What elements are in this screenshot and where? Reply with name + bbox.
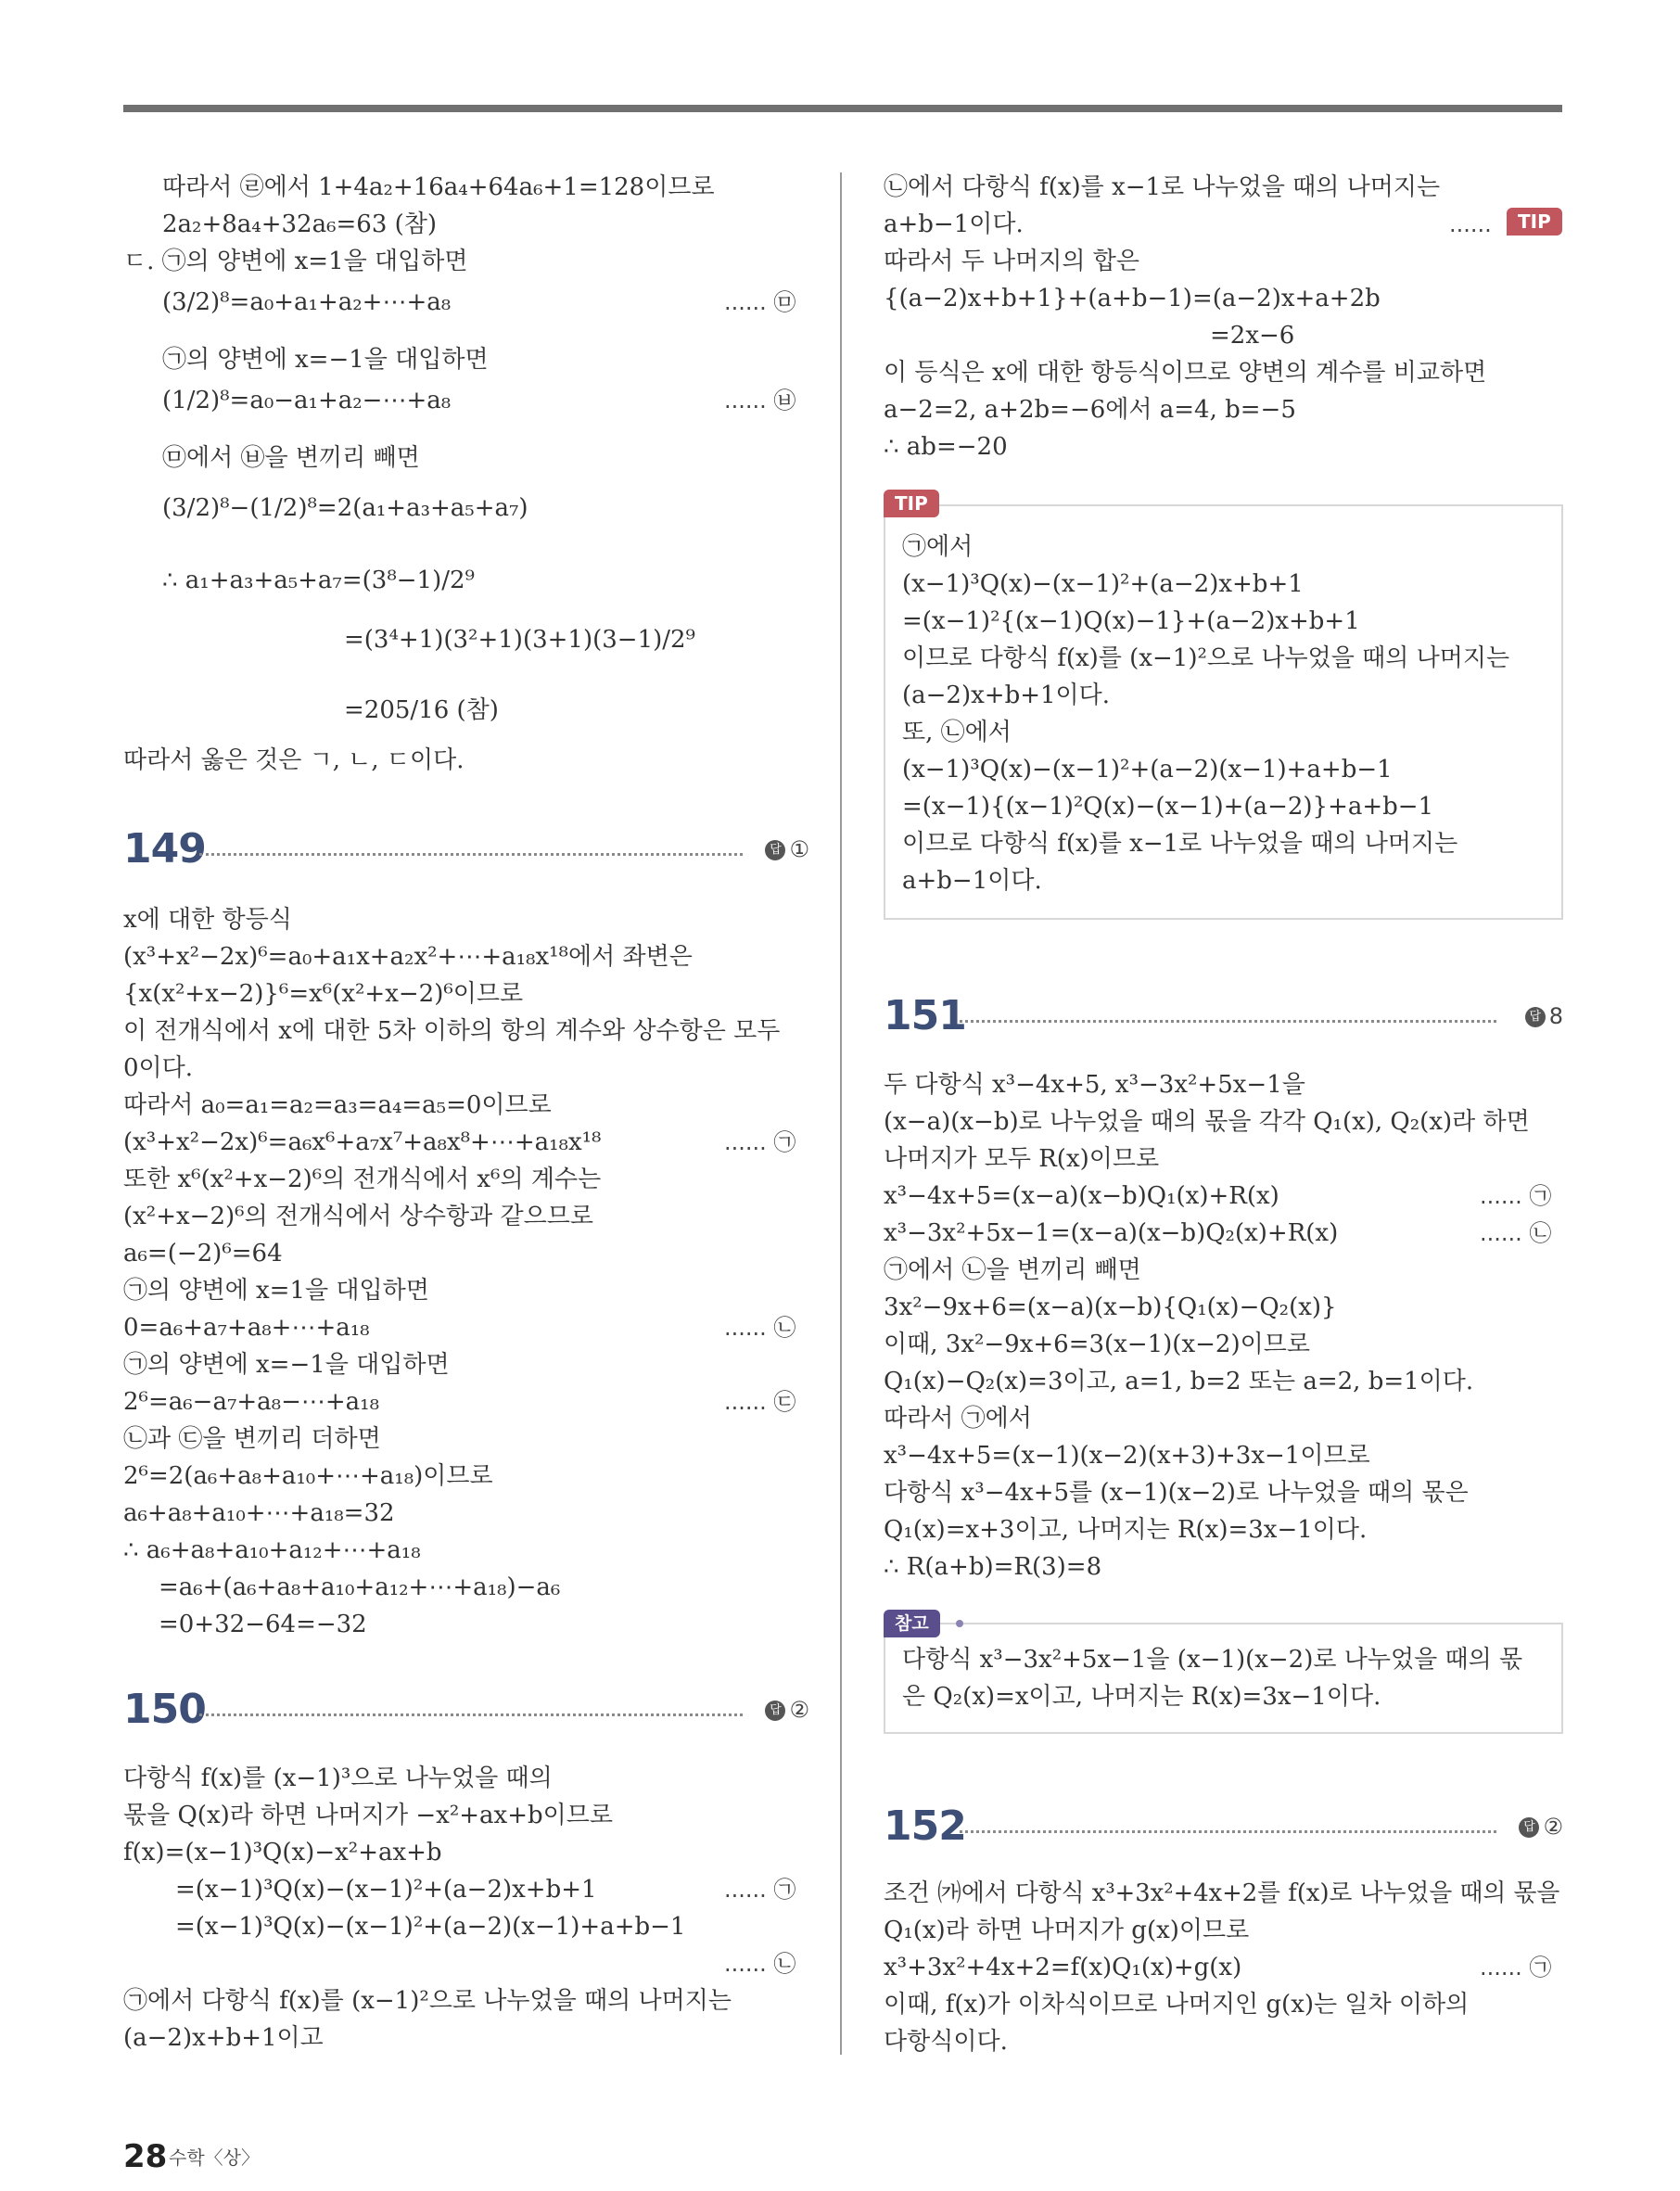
reference-line: 다항식 x³−3x²+5x−1을 (x−1)(x−2)로 나누었을 때의 몫 [902,1646,1523,1674]
top-rule [123,105,1562,112]
answer-value: 8 [1548,1003,1563,1029]
text-line: 이 등식은 x에 대한 항등식이므로 양변의 계수를 비교하면 [884,359,1487,387]
answer-value: ② [1543,1814,1563,1840]
text-line: ㉠의 양변에 x=−1을 대입하면 [162,346,489,374]
equation-tag: ...... ㉠ [724,1129,796,1155]
text-line: 다항식 x³−4x+5를 (x−1)(x−2)로 나누었을 때의 몫은 [884,1479,1469,1507]
tip-box [884,504,1563,920]
equation-line: a₆=(−2)⁶=64 [123,1240,283,1267]
text-line: 다항식이다. [884,2028,1008,2056]
text-line: ㉠의 양변에 x=−1을 대입하면 [123,1351,450,1379]
problem-number: 150 [123,1686,206,1733]
dotted-leader [199,1713,743,1716]
equation-tag: ...... ㉢ [724,1389,796,1415]
text-line: (x²+x−2)⁶의 전개식에서 상수항과 같으므로 [123,1203,593,1230]
equation-line: (x³+x²−2x)⁶=a₀+a₁x+a₂x²+⋯+a₁₈x¹⁸에서 좌변은 [123,943,693,971]
equation-line: ∴ ab=−20 [884,433,1008,461]
equation-line: a₆+a₈+a₁₀+⋯+a₁₈=32 [123,1499,395,1527]
tip-line: (x−1)³Q(x)−(x−1)²+(a−2)(x−1)+a+b−1 [902,756,1393,783]
equation-line: 0=a₆+a₇+a₈+⋯+a₁₈ [123,1314,370,1342]
text-line: 몫을 Q(x)라 하면 나머지가 −x²+ax+b이므로 [123,1802,613,1829]
dotted-leader [960,1830,1496,1833]
text-line: 두 다항식 x³−4x+5, x³−3x²+5x−1을 [884,1071,1305,1099]
text-line: 또한 x⁶(x²+x−2)⁶의 전개식에서 x⁶의 계수는 [123,1166,602,1193]
equation-line: =(3⁴+1)(3²+1)(3+1)(3−1)/2⁹ [344,626,695,654]
equation-line: 2⁶=2(a₆+a₈+a₁₀+⋯+a₁₈)이므로 [123,1462,493,1490]
equation-line: x³−4x+5=(x−a)(x−b)Q₁(x)+R(x) [884,1182,1279,1210]
equation-line: x³−3x²+5x−1=(x−a)(x−b)Q₂(x)+R(x) [884,1219,1339,1247]
equation-line: =(x−1)³Q(x)−(x−1)²+(a−2)(x−1)+a+b−1 [175,1913,686,1941]
equation-line: (x³+x²−2x)⁶=a₆x⁶+a₇x⁷+a₈x⁸+⋯+a₁₈x¹⁸ [123,1128,602,1156]
equation-line: =a₆+(a₆+a₈+a₁₀+a₁₂+⋯+a₁₈)−a₆ [159,1573,561,1601]
tip-line: 또, ㉡에서 [902,719,1012,746]
answer-label [765,834,809,864]
dotted-leader [960,1020,1496,1023]
text-line: 2a₂+8a₄+32a₆=63 (참) [162,210,438,238]
column-divider [840,172,842,2055]
text-line: ㉠에서 ㉡을 변끼리 빼면 [884,1256,1141,1284]
tip-box-label: TIP [884,490,939,517]
equation-tag: ...... ㉥ [724,388,796,414]
equation-line: =205/16 (참) [344,696,499,724]
reference-label: 참고 [884,1610,940,1637]
problem-149-header [123,827,809,872]
tip-marker: TIP [1507,208,1562,236]
text-line: 이때, f(x)가 이차식이므로 나머지인 g(x)는 일차 이하의 [884,1991,1470,2019]
equation-line: (3/2)⁸=a₀+a₁+a₂+⋯+a₈ [162,288,452,316]
problem-152-header [884,1804,1563,1849]
page-number: 28 [123,2138,168,2175]
equation-line: 2⁶=a₆−a₇+a₈−⋯+a₁₈ [123,1388,380,1416]
text-line: (x−a)(x−b)로 나누었을 때의 몫을 각각 Q₁(x), Q₂(x)라 하면 [884,1108,1530,1136]
answer-label [1525,1001,1563,1031]
answer-icon: 답 [765,840,785,860]
book-title: 수학〈상〉 [169,2146,260,2169]
text-line: ㉡과 ㉢을 변끼리 더하면 [123,1425,381,1453]
text-line: 따라서 ㉠에서 [884,1405,1032,1433]
text-line: ㉡에서 다항식 f(x)를 x−1로 나누었을 때의 나머지는 [884,173,1441,201]
equation-tag: ...... ㉡ [724,1951,796,1977]
tip-line: (a−2)x+b+1이다. [902,682,1111,709]
text-line: 이 전개식에서 x에 대한 5차 이하의 항의 계수와 상수항은 모두 [123,1017,781,1045]
text-line: (a−2)x+b+1이고 [123,2024,324,2052]
text-line: 나머지가 모두 R(x)이므로 [884,1145,1160,1173]
equation-line: {x(x²+x−2)}⁶=x⁶(x²+x−2)⁶이므로 [123,980,524,1008]
equation-line: 이때, 3x²−9x+6=3(x−1)(x−2)이므로 [884,1331,1310,1358]
equation-line: =0+32−64=−32 [159,1611,367,1638]
dotted-leader [199,853,743,856]
text-line: ㄷ. ㉠의 양변에 x=1을 대입하면 [123,248,468,275]
answer-value: ① [789,836,809,862]
text-line: ㉠의 양변에 x=1을 대입하면 [123,1277,429,1305]
tip-line: a+b−1이다. [902,867,1042,895]
answer-icon: 답 [765,1701,785,1721]
text-line: 따라서 ㉣에서 1+4a₂+16a₄+64a₆+1=128이므로 [162,173,715,201]
problem-150-header [123,1688,809,1732]
equation-line: (1/2)⁸=a₀−a₁+a₂−⋯+a₈ [162,387,452,414]
equation-tag: ...... ㉠ [1480,1183,1552,1209]
text-line: ㉤에서 ㉥을 변끼리 빼면 [162,444,420,472]
equation-line: x³+3x²+4x+2=f(x)Q₁(x)+g(x) [884,1954,1242,1981]
equation-line: x³−4x+5=(x−1)(x−2)(x+3)+3x−1이므로 [884,1442,1370,1470]
tip-line: =(x−1)²{(x−1)Q(x)−1}+(a−2)x+b+1 [902,607,1360,635]
answer-label [1519,1812,1563,1841]
answer-value: ② [789,1697,809,1723]
reference-dot [956,1620,963,1627]
problem-number: 152 [884,1802,966,1850]
equation-line: a−2=2, a+2b=−6에서 a=4, b=−5 [884,396,1296,424]
equation-line: {(a−2)x+b+1}+(a+b−1)=(a−2)x+a+2b [884,285,1381,312]
equation-tag: ...... ㉤ [724,289,796,315]
tip-leader: ...... [1449,211,1492,237]
tip-line: ㉠에서 [902,533,974,561]
text-line: Q₁(x)라 하면 나머지가 g(x)이므로 [884,1917,1250,1944]
equation-line: Q₁(x)−Q₂(x)=3이고, a=1, b=2 또는 a=2, b=1이다. [884,1368,1474,1395]
equation-line: Q₁(x)=x+3이고, 나머지는 R(x)=3x−1이다. [884,1516,1368,1544]
equation-tag: ...... ㉠ [724,1877,796,1903]
text-line: x에 대한 항등식 [123,906,292,934]
problem-number: 149 [123,825,206,873]
reference-line: 은 Q₂(x)=x이고, 나머지는 R(x)=3x−1이다. [902,1683,1381,1711]
tip-line: 이므로 다항식 f(x)를 (x−1)²으로 나누었을 때의 나머지는 [902,644,1510,672]
equation-tag: ...... ㉠ [1480,1955,1552,1981]
equation-line: ∴ a₆+a₈+a₁₀+a₁₂+⋯+a₁₈ [123,1536,421,1564]
problem-151-header [884,994,1563,1038]
text-line: a+b−1이다. [884,210,1024,238]
equation-line: =2x−6 [1210,322,1295,350]
equation-line: f(x)=(x−1)³Q(x)−x²+ax+b [123,1839,442,1866]
equation-line: (3/2)⁸−(1/2)⁸=2(a₁+a₃+a₅+a₇) [162,494,528,522]
text-line: 다항식 f(x)를 (x−1)³으로 나누었을 때의 [123,1764,553,1792]
equation-tag: ...... ㉡ [724,1315,796,1341]
text-line: 조건 ㈎에서 다항식 x³+3x²+4x+2를 f(x)로 나누었을 때의 몫을 [884,1879,1560,1907]
tip-line: =(x−1){(x−1)²Q(x)−(x−1)+(a−2)}+a+b−1 [902,793,1434,821]
equation-line: 따라서 a₀=a₁=a₂=a₃=a₄=a₅=0이므로 [123,1091,552,1119]
equation-line: ∴ a₁+a₃+a₅+a₇=(3⁸−1)/2⁹ [162,567,475,594]
answer-icon: 답 [1525,1007,1546,1027]
equation-tag: ...... ㉡ [1480,1220,1552,1246]
tip-line: (x−1)³Q(x)−(x−1)²+(a−2)x+b+1 [902,570,1304,598]
text-line: 따라서 두 나머지의 합은 [884,248,1139,275]
problem-number: 151 [884,992,966,1039]
text-line: ㉠에서 다항식 f(x)를 (x−1)²으로 나누었을 때의 나머지는 [123,1987,732,2015]
equation-line: =(x−1)³Q(x)−(x−1)²+(a−2)x+b+1 [175,1876,597,1904]
answer-label [765,1695,809,1725]
tip-line: 이므로 다항식 f(x)를 x−1로 나누었을 때의 나머지는 [902,830,1458,858]
text-line: 0이다. [123,1054,194,1082]
reference-box [884,1623,1563,1734]
equation-line: ∴ R(a+b)=R(3)=8 [884,1553,1102,1581]
conclusion-line: 따라서 옳은 것은 ㄱ, ㄴ, ㄷ이다. [123,746,465,774]
answer-icon: 답 [1519,1817,1539,1838]
equation-line: 3x²−9x+6=(x−a)(x−b){Q₁(x)−Q₂(x)} [884,1293,1337,1321]
